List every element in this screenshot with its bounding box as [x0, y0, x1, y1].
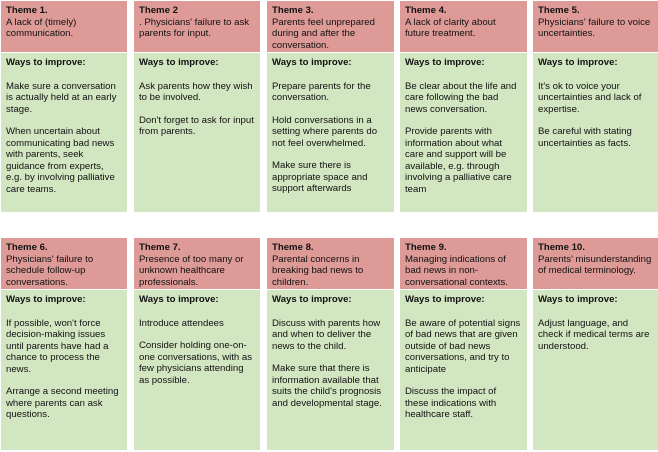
- theme-subtitle: Presence of too many or unknown healthcare professionals.: [139, 253, 244, 288]
- improvement-point: Ask parents how they wish to be involved.: [139, 80, 253, 103]
- theme-body: [134, 289, 260, 450]
- theme-title: Theme 4.: [405, 5, 447, 16]
- theme-body: [1, 52, 127, 212]
- theme-body: [400, 52, 527, 212]
- improvement-point: Make sure that there is information available that suits the child's prognosis and developmental stage.: [272, 363, 382, 409]
- improvement-point: Adjust language, and check if medical terms are understood.: [538, 317, 650, 352]
- theme-subtitle: Managing indications of bad news in non-conversational contexts.: [405, 253, 508, 288]
- theme-header: [533, 1, 658, 52]
- improvement-point: Hold conversations in a setting where parents do not feel overwhelmed.: [272, 114, 378, 149]
- theme-header: [1, 238, 127, 289]
- theme-title: Theme 1.: [6, 5, 48, 16]
- improvement-point: Don't forget to ask for input from parents.: [139, 114, 254, 137]
- theme-header: [400, 238, 527, 289]
- ways-to-improve-label: Ways to improve:: [272, 294, 352, 305]
- theme-subtitle: Physicians' failure to voice uncertainties.: [538, 16, 651, 39]
- ways-to-improve-label: Ways to improve:: [139, 57, 219, 68]
- improvement-point: Make sure a conversation is actually held at an early stage.: [6, 80, 117, 115]
- theme-subtitle: Parents' misunderstanding of medical terminology.: [538, 253, 652, 276]
- improvement-point: It's ok to voice your uncertainties and lack of expertise.: [538, 80, 642, 115]
- theme-header: [267, 1, 394, 52]
- theme-card-10: [533, 238, 658, 450]
- improvement-point: Discuss the impact of these indications with healthcare staff.: [405, 386, 497, 420]
- theme-header: [267, 238, 394, 289]
- ways-to-improve-label: Ways to improve:: [6, 57, 86, 68]
- ways-to-improve-label: Ways to improve:: [139, 294, 219, 305]
- theme-title: Theme 6.: [6, 242, 48, 253]
- theme-title: Theme 3.: [272, 5, 314, 16]
- theme-header: [134, 1, 260, 52]
- theme-body: [533, 289, 658, 450]
- ways-to-improve-label: Ways to improve:: [538, 294, 618, 305]
- ways-to-improve-label: Ways to improve:: [405, 294, 485, 305]
- theme-body: [134, 52, 260, 212]
- theme-card-5: [533, 1, 658, 212]
- ways-to-improve-label: Ways to improve:: [538, 57, 618, 68]
- theme-title: Theme 2: [139, 5, 178, 16]
- theme-title: Theme 5.: [538, 5, 580, 16]
- theme-subtitle: Parents feel unprepared during and after the conversation.: [272, 16, 375, 51]
- ways-to-improve-label: Ways to improve:: [405, 57, 485, 68]
- theme-card-7: [134, 238, 260, 450]
- theme-subtitle: A lack of (timely) communication.: [6, 16, 77, 39]
- theme-card-3: [267, 1, 394, 212]
- theme-body: [267, 52, 394, 212]
- theme-header: [1, 1, 127, 52]
- theme-card-8: [267, 238, 394, 450]
- ways-to-improve-label: Ways to improve:: [272, 57, 352, 68]
- theme-card-9: [400, 238, 527, 450]
- theme-title: Theme 7.: [139, 242, 181, 253]
- theme-body: [1, 289, 127, 450]
- theme-body: [400, 289, 527, 450]
- theme-card-6: [1, 238, 127, 450]
- improvement-point: Discuss with parents how and when to deliver the news to the child.: [272, 317, 381, 352]
- theme-body: [267, 289, 394, 450]
- theme-title: Theme 8.: [272, 242, 314, 253]
- theme-header: [533, 238, 658, 289]
- improvement-point: Provide parents with information about what care and support will be available, e.g. through involving a palliative care team: [405, 126, 512, 195]
- theme-body: [533, 52, 658, 212]
- improvement-point: Be careful with stating uncertainties as facts.: [538, 126, 632, 149]
- improvement-point: Introduce attendees: [139, 317, 224, 329]
- improvement-point: Consider holding one-on-one conversations, with as few physicians attending as possible.: [139, 340, 253, 386]
- improvement-point: Arrange a second meeting where parents can ask questions.: [6, 386, 119, 420]
- theme-header: [400, 1, 527, 52]
- ways-to-improve-label: Ways to improve:: [6, 294, 86, 305]
- theme-card-1: [1, 1, 127, 212]
- theme-title: Theme 9.: [405, 242, 447, 253]
- theme-title: Theme 10.: [538, 242, 585, 253]
- theme-subtitle: . Physicians' failure to ask parents for input.: [139, 16, 250, 39]
- improvement-point: If possible, won't force decision-making issues until parents have had a chance to process the news.: [6, 317, 109, 375]
- improvement-point: Prepare parents for the conversation.: [272, 80, 371, 103]
- improvement-point: Make sure there is appropriate space and support afterwards: [272, 160, 368, 194]
- improvement-point: Be aware of potential signs of bad news that are given outside of bad news conversations, and try to anticipate: [405, 317, 521, 375]
- improvement-point: Be clear about the life and care following the bad news conversation.: [405, 80, 517, 115]
- improvement-point: When uncertain about communicating bad news with parents, seek guidance from experts, e.g. by involving palliative care teams.: [6, 126, 115, 195]
- theme-header: [134, 238, 260, 289]
- theme-subtitle: A lack of clarity about future treatment.: [405, 16, 496, 39]
- theme-card-2: [134, 1, 260, 212]
- theme-card-4: [400, 1, 527, 212]
- theme-subtitle: Parental concerns in breaking bad news to children.: [272, 253, 364, 288]
- theme-subtitle: Physicians' failure to schedule follow-up conversations.: [6, 253, 94, 288]
